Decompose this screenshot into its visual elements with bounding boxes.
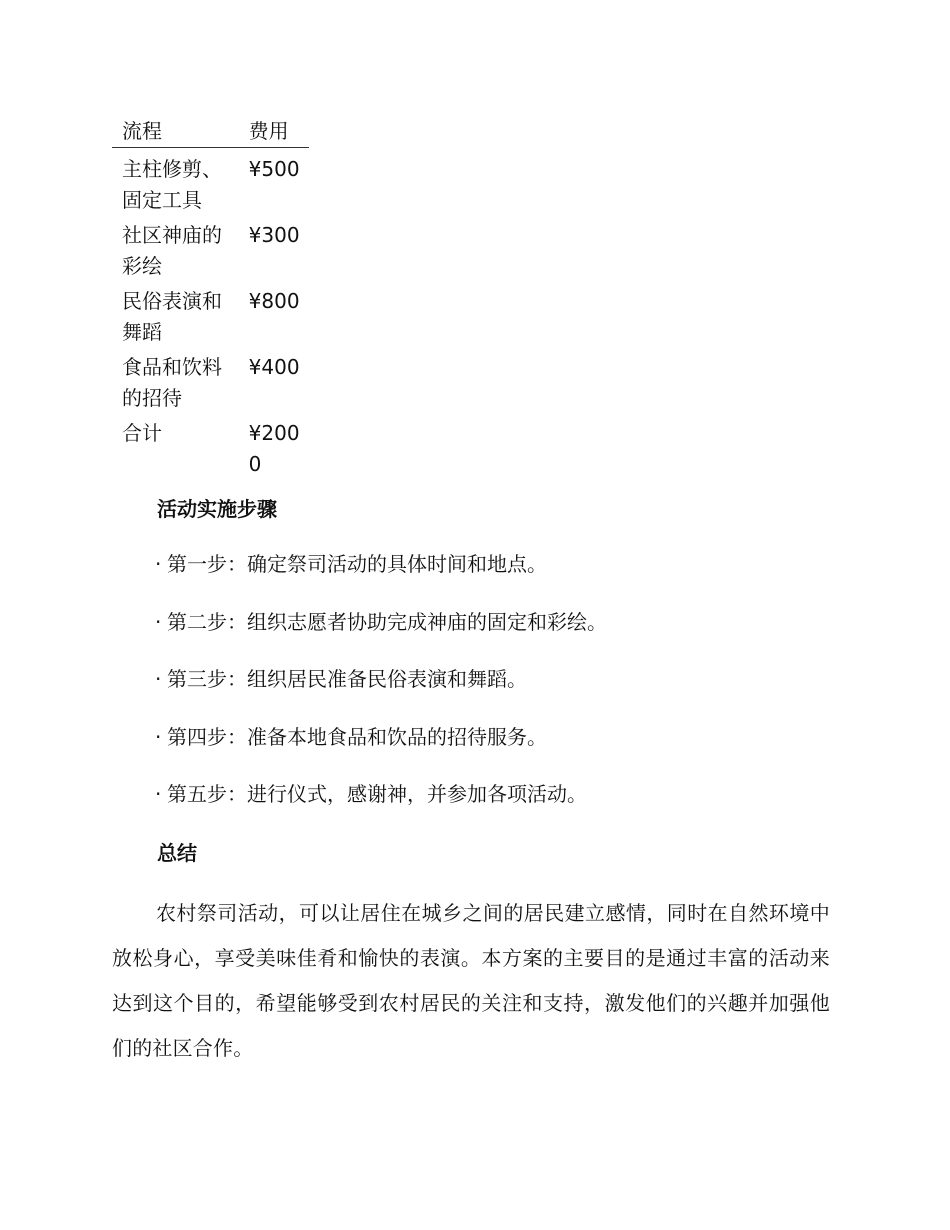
step-label: 第二步： xyxy=(167,609,247,634)
header-cost: 费用 xyxy=(241,114,309,148)
list-item xyxy=(155,780,607,838)
step-text: 组织志愿者协助完成神庙的固定和彩绘。 xyxy=(247,609,607,634)
row-process: 社区神庙的彩绘 xyxy=(122,223,222,278)
bullet-icon: · xyxy=(155,667,162,691)
row-process: 民俗表演和舞蹈 xyxy=(122,289,222,344)
row-cost: ¥800 xyxy=(248,289,300,313)
step-text: 组织居民准备民俗表演和舞蹈。 xyxy=(247,667,527,691)
row-cost: ¥500 xyxy=(248,157,300,181)
step-text: 进行仪式，感谢神，并参加各项活动。 xyxy=(247,782,587,806)
list-item xyxy=(155,723,607,781)
table-row xyxy=(112,284,309,350)
step-label: 第三步： xyxy=(167,667,247,691)
bullet-icon: · xyxy=(155,552,162,576)
row-cost: ¥2000 xyxy=(248,421,300,476)
step-label: 第四步： xyxy=(167,724,247,749)
row-cost: ¥300 xyxy=(248,223,300,247)
cost-table xyxy=(112,114,309,482)
table-header-row xyxy=(112,114,309,148)
bullet-icon: · xyxy=(155,609,162,634)
summary-heading: 总结 xyxy=(157,841,197,865)
table-row xyxy=(112,350,309,416)
bullet-icon: · xyxy=(155,724,162,749)
header-process: 流程 xyxy=(112,114,241,148)
table-row-total xyxy=(112,416,309,482)
row-process: 主柱修剪、固定工具 xyxy=(122,157,222,212)
step-text: 确定祭司活动的具体时间和地点。 xyxy=(247,552,547,576)
list-item xyxy=(155,608,607,666)
bullet-icon: · xyxy=(155,782,162,806)
step-label: 第一步： xyxy=(167,552,247,576)
steps-list xyxy=(155,550,607,838)
row-process: 食品和饮料的招待 xyxy=(122,355,222,410)
step-text: 准备本地食品和饮品的招待服务。 xyxy=(247,724,547,749)
row-process: 合计 xyxy=(122,421,162,445)
steps-heading: 活动实施步骤 xyxy=(157,497,277,521)
step-label: 第五步： xyxy=(167,782,247,806)
table-row xyxy=(112,148,309,219)
summary-paragraph: 农村祭司活动，可以让居住在城乡之间的居民建立感情，同时在自然环境中放松身心，享受美味佳肴和愉快的表演。本方案的主要目的是通过丰富的活动来达到这个目的，希望能够受到农村居民的关注和支持，激发他们的兴趣并加强他们的社区合作。 xyxy=(112,901,830,1060)
table-row xyxy=(112,218,309,284)
list-item xyxy=(155,665,607,723)
row-cost: ¥400 xyxy=(248,355,300,379)
list-item xyxy=(155,550,607,608)
